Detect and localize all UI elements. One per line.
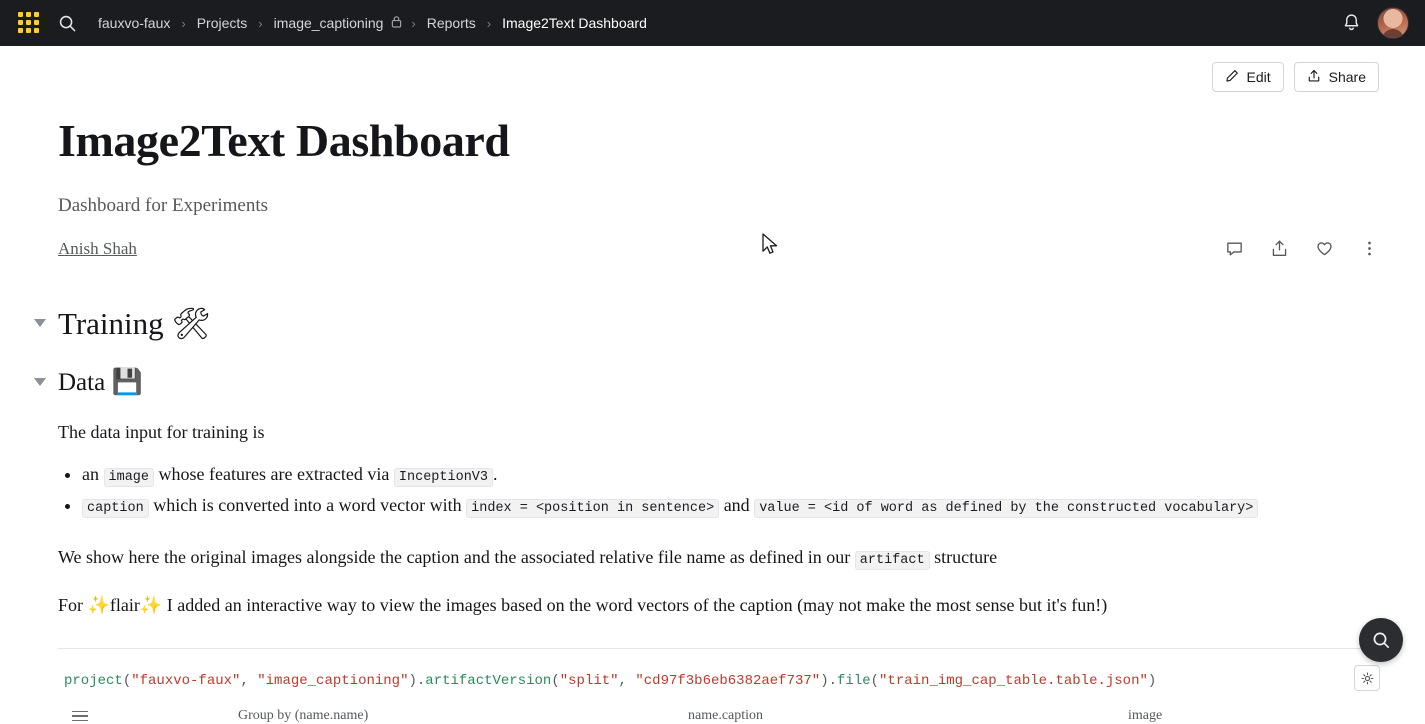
code-token-entity: "fauxvo-faux"	[131, 673, 240, 689]
code-token-punct: (	[871, 673, 879, 689]
list-item	[82, 459, 1379, 491]
bullet-1-text-b: whose features are extracted via	[154, 464, 394, 484]
breadcrumb-item-reports[interactable]: Reports	[425, 13, 478, 33]
code-token-punct: ,	[619, 673, 636, 689]
section-divider	[58, 648, 1379, 649]
collapse-caret-icon[interactable]	[34, 319, 46, 327]
page-title: Image2Text Dashboard	[58, 116, 1379, 167]
breadcrumb	[96, 13, 649, 33]
code-token-file: file	[837, 673, 871, 689]
paragraph-flair: For ✨flair✨ I added an interactive way to view the images based on the word vectors of the caption (may not make the most sense but it's fun!)	[58, 592, 1379, 618]
collapse-caret-icon[interactable]	[34, 378, 46, 386]
paragraph-show	[58, 544, 1379, 571]
breadcrumb-item-current-report[interactable]: Image2Text Dashboard	[500, 13, 649, 33]
breadcrumb-separator: ›	[181, 16, 185, 31]
gear-icon[interactable]	[1354, 665, 1380, 691]
waffle-grid-icon[interactable]	[16, 10, 42, 36]
edit-button-label: Edit	[1247, 69, 1271, 85]
artifact-code-panel	[58, 671, 1379, 692]
heart-icon[interactable]	[1315, 239, 1334, 258]
code-token-punct: ).	[820, 673, 837, 689]
table-column-caption[interactable]: name.caption	[688, 708, 763, 724]
code-token-punct: )	[1148, 673, 1156, 689]
code-line	[64, 671, 1379, 692]
edit-button[interactable]	[1212, 62, 1284, 92]
report-author[interactable]: Anish Shah	[58, 239, 137, 259]
help-search-icon[interactable]	[1359, 618, 1403, 662]
table-preview-header	[58, 704, 1379, 724]
top-navigation-bar	[0, 0, 1425, 46]
table-column-image[interactable]: image	[1128, 708, 1162, 724]
bullet-2-text-a: which is converted into a word vector with	[149, 495, 466, 515]
bullet-2-code-caption: caption	[82, 499, 149, 518]
code-token-punct: ,	[240, 673, 257, 689]
share-button[interactable]	[1294, 62, 1379, 92]
author-row	[58, 239, 1379, 259]
paragraph-show-pre: We show here the original images alongside the caption and the associated relative file name as defined in our	[58, 547, 855, 567]
pencil-icon	[1225, 69, 1239, 86]
section-heading-training	[58, 305, 1379, 342]
bullet-2-code-index: index = <position in sentence>	[466, 499, 719, 518]
code-token-filename: "train_img_cap_table.table.json"	[879, 673, 1148, 689]
code-token-split: "split"	[560, 673, 619, 689]
breadcrumb-item-entity[interactable]: fauxvo-faux	[96, 13, 172, 33]
paragraph-show-post: structure	[930, 547, 997, 567]
breadcrumb-item-project[interactable]: image_captioning	[272, 13, 386, 33]
bullet-2-text-b: and	[719, 495, 754, 515]
bullet-2-code-value: value = <id of word as defined by the constructed vocabulary>	[754, 499, 1258, 518]
bell-icon[interactable]	[1342, 13, 1361, 33]
code-token-hash: "cd97f3b6eb6382aef737"	[635, 673, 820, 689]
share-button-label: Share	[1329, 69, 1366, 85]
paragraph-show-code-artifact: artifact	[855, 551, 930, 570]
breadcrumb-separator: ›	[487, 16, 491, 31]
share-icon[interactable]	[1270, 239, 1289, 258]
section-heading-training-label: Training 🛠	[58, 306, 211, 341]
report-body	[0, 116, 1425, 724]
breadcrumb-item-projects[interactable]: Projects	[195, 13, 250, 33]
bullet-list	[58, 459, 1379, 522]
report-subtitle: Dashboard for Experiments	[58, 195, 1379, 217]
code-token-punct: (	[551, 673, 559, 689]
bullet-1-code-image: image	[104, 468, 155, 487]
code-token-punct: (	[123, 673, 131, 689]
more-options-icon[interactable]	[1360, 239, 1379, 258]
code-token-project-name: "image_captioning"	[257, 673, 408, 689]
bullet-1-code-inceptionv3: InceptionV3	[394, 468, 493, 487]
avatar[interactable]	[1377, 7, 1409, 39]
paragraph-intro: The data input for training is	[58, 419, 1379, 445]
table-column-groupby[interactable]: Group by (name.name)	[238, 708, 368, 724]
breadcrumb-separator: ›	[411, 16, 415, 31]
comment-icon[interactable]	[1225, 239, 1244, 258]
section-heading-data-label: Data 💾	[58, 369, 143, 396]
breadcrumb-separator: ›	[258, 16, 262, 31]
report-action-bar	[0, 46, 1425, 108]
code-token-project: project	[64, 673, 123, 689]
code-token-punct: ).	[408, 673, 425, 689]
table-menu-icon[interactable]	[72, 711, 88, 724]
search-icon[interactable]	[52, 8, 82, 38]
section-heading-data	[58, 368, 1379, 397]
list-item	[82, 490, 1379, 522]
bullet-1-text-c: .	[493, 464, 498, 484]
top-navigation-right	[1342, 7, 1409, 39]
report-meta-actions	[1225, 239, 1379, 258]
code-token-artifactversion: artifactVersion	[425, 673, 551, 689]
bullet-1-text-a: an	[82, 464, 104, 484]
lock-icon	[391, 15, 402, 31]
share-icon	[1307, 69, 1321, 86]
